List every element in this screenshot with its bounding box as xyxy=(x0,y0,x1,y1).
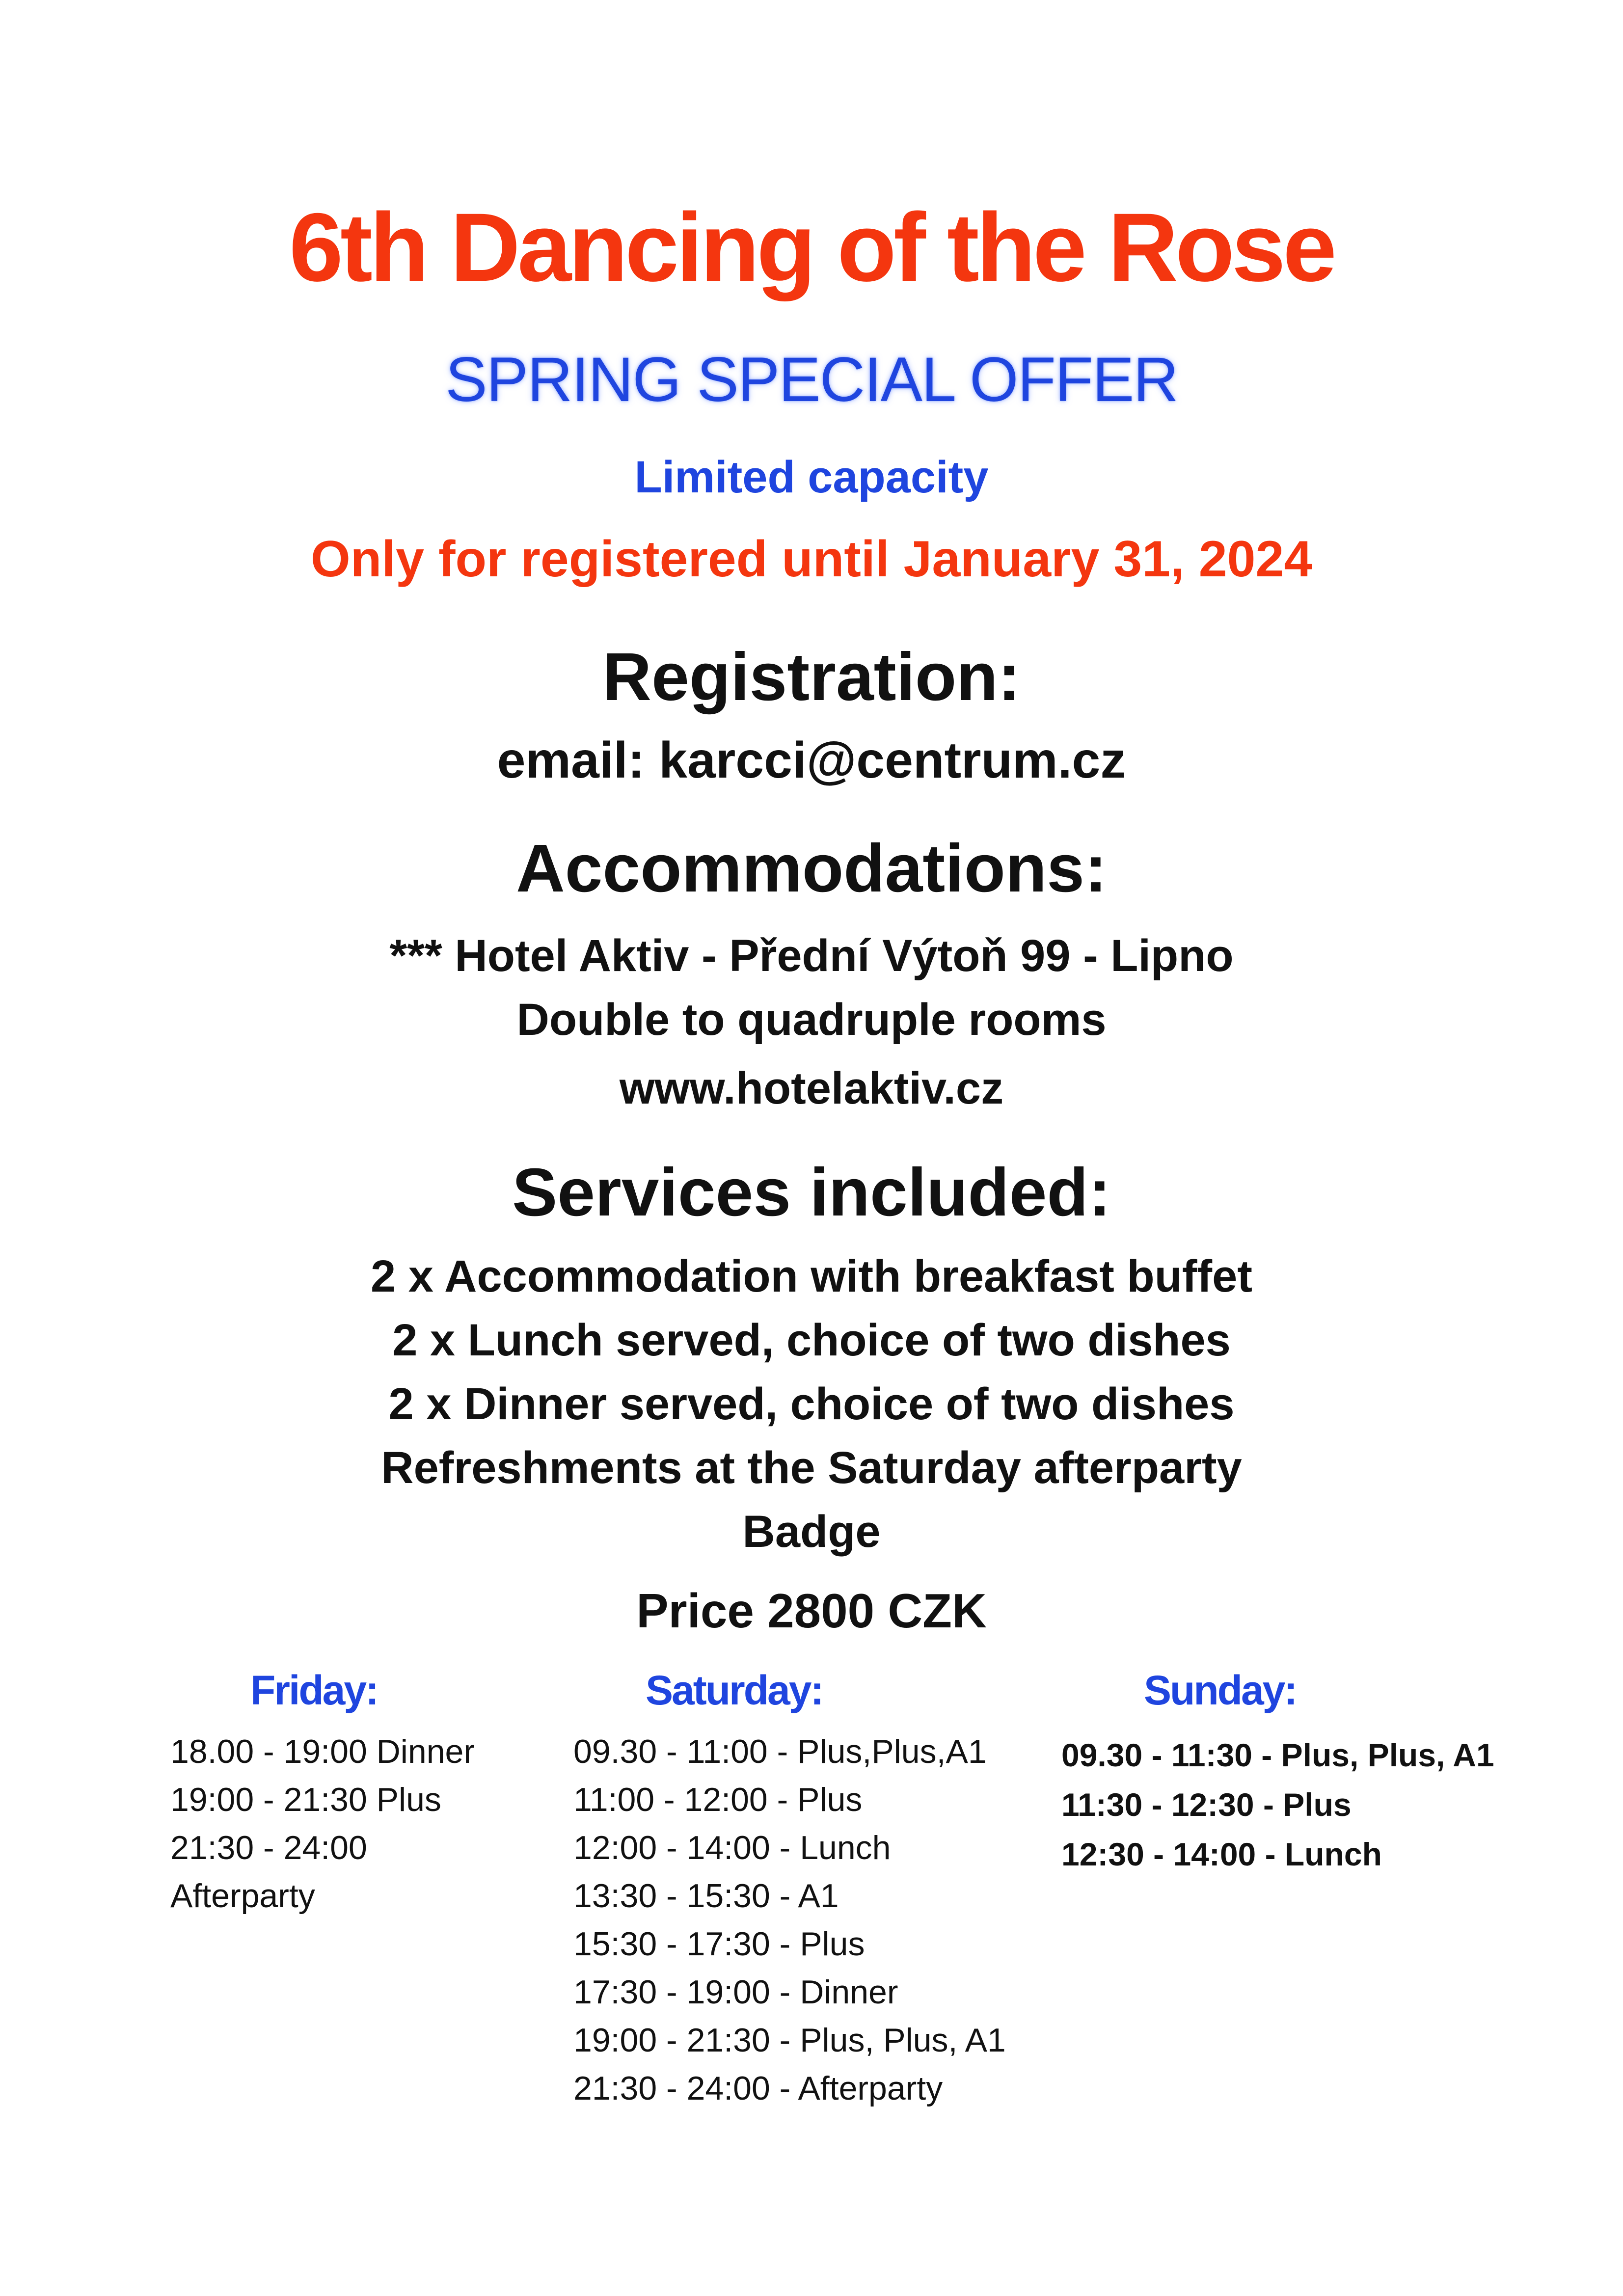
schedule-line: Afterparty xyxy=(170,1877,315,1915)
service-item: 2 x Lunch served, choice of two dishes xyxy=(392,1315,1231,1365)
service-item: Refreshments at the Saturday afterparty xyxy=(381,1443,1242,1493)
schedule-line: 12:00 - 14:00 - Lunch xyxy=(573,1829,891,1866)
friday-heading: Friday: xyxy=(250,1667,378,1713)
hotel-address: *** Hotel Aktiv - Přední Výtoň 99 - Lipno xyxy=(389,931,1234,981)
accommodations-heading: Accommodations: xyxy=(516,831,1107,906)
schedule-line: 13:30 - 15:30 - A1 xyxy=(573,1877,839,1915)
saturday-heading: Saturday: xyxy=(646,1667,823,1713)
schedule-line: 12:30 - 14:00 - Lunch xyxy=(1061,1836,1382,1872)
services-heading: Services included: xyxy=(512,1155,1111,1230)
registration-deadline: Only for registered until January 31, 2024 xyxy=(310,531,1313,588)
schedule-line: 11:00 - 12:00 - Plus xyxy=(573,1781,863,1818)
schedule-line: 19:00 - 21:30 Plus xyxy=(170,1781,441,1818)
schedule-line: 15:30 - 17:30 - Plus xyxy=(573,1925,865,1963)
sunday-heading: Sunday: xyxy=(1144,1667,1297,1713)
service-item: 2 x Dinner served, choice of two dishes xyxy=(388,1379,1235,1429)
special-offer-heading: SPRING SPECIAL OFFER xyxy=(445,345,1178,415)
service-item: 2 x Accommodation with breakfast buffet xyxy=(371,1251,1252,1301)
schedule-line: 21:30 - 24:00 - Afterparty xyxy=(573,2070,943,2107)
capacity-note: Limited capacity xyxy=(634,452,989,502)
friday-schedule xyxy=(170,1728,475,1920)
service-item: Badge xyxy=(742,1507,881,1557)
event-title: 6th Dancing of the Rose xyxy=(289,193,1334,301)
schedule-line: 09.30 - 11:00 - Plus,Plus,A1 xyxy=(573,1733,987,1770)
registration-heading: Registration: xyxy=(602,639,1021,715)
services-list xyxy=(0,1244,1623,1564)
schedule-line: 17:30 - 19:00 - Dinner xyxy=(573,1973,898,2011)
room-types: Double to quadruple rooms xyxy=(516,995,1107,1045)
schedule-line: 21:30 - 24:00 xyxy=(170,1829,367,1866)
registration-email: email: karcci@centrum.cz xyxy=(497,732,1126,789)
hotel-website: www.hotelaktiv.cz xyxy=(619,1063,1004,1113)
schedule-line: 09.30 - 11:30 - Plus, Plus, A1 xyxy=(1061,1737,1494,1773)
schedule-line: 19:00 - 21:30 - Plus, Plus, A1 xyxy=(573,2022,1006,2059)
sunday-schedule xyxy=(1061,1730,1494,1879)
schedule-line: 18.00 - 19:00 Dinner xyxy=(170,1733,475,1770)
saturday-schedule xyxy=(573,1728,1006,2112)
price: Price 2800 CZK xyxy=(636,1584,987,1638)
schedule-line: 11:30 - 12:30 - Plus xyxy=(1061,1786,1352,1823)
